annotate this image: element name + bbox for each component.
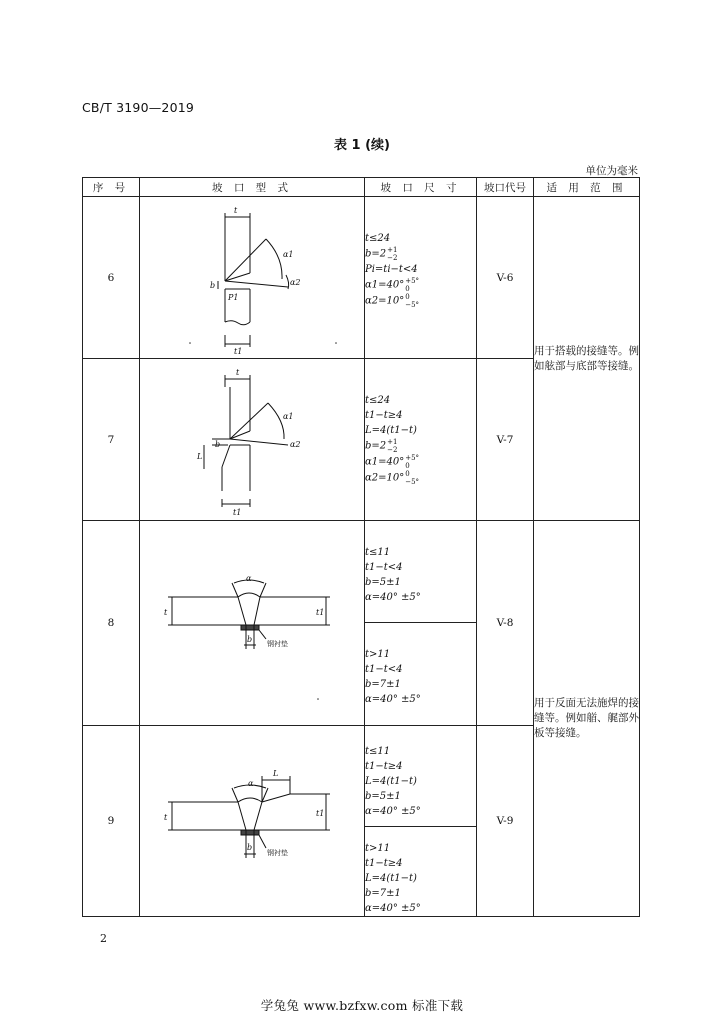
table-row xyxy=(83,521,640,623)
label-alpha: α xyxy=(248,779,254,788)
groove-code: V-7 xyxy=(477,359,534,521)
label-alpha: α xyxy=(246,574,252,583)
col-header-number: 序 号 xyxy=(83,178,140,197)
groove-size-6 xyxy=(365,197,477,359)
dim-line: t≤24 xyxy=(365,395,391,406)
groove-drawing xyxy=(140,359,365,519)
scope-cell-2: 用于反面无法施焊的接缝等。例如艏、艉部外板等接缝。 xyxy=(534,521,640,917)
label-t1: t1 xyxy=(316,809,325,818)
label-t: t xyxy=(236,368,240,377)
col-header-scope: 适 用 范 围 xyxy=(534,178,640,197)
groove-drawing xyxy=(140,521,365,721)
dim-line: α=40° ±5° xyxy=(365,592,421,603)
label-alpha1: α1 xyxy=(283,412,294,421)
groove-size-7 xyxy=(365,359,477,521)
page-number: 2 xyxy=(100,932,107,945)
label-b: b xyxy=(247,843,253,852)
dim-line: t1−t<4 xyxy=(365,664,403,675)
label-t: t xyxy=(234,206,238,215)
label-alpha2: α2 xyxy=(290,278,301,287)
dim-line: α1=40°+5° 0 xyxy=(365,454,420,470)
dim-line: t1−t≥4 xyxy=(365,858,403,869)
label-t1: t1 xyxy=(233,508,242,517)
dim-line: b=2+1 −2 xyxy=(365,246,398,262)
groove-size-8b xyxy=(365,623,477,726)
label-t1: t1 xyxy=(316,608,325,617)
groove-drawing xyxy=(140,726,365,916)
row-number: 9 xyxy=(83,726,140,917)
label-L: L xyxy=(197,452,203,461)
dim-line: α=40° ±5° xyxy=(365,694,421,705)
groove-figure-8 xyxy=(140,521,365,726)
dim-line: t≤11 xyxy=(365,547,391,558)
label-t: t xyxy=(164,608,168,617)
label-t: t xyxy=(164,813,168,822)
label-b: b xyxy=(247,635,253,644)
dim-line: α=40° ±5° xyxy=(365,806,421,817)
groove-size-9a xyxy=(365,726,477,827)
label-p1: P1 xyxy=(228,293,239,302)
dim-line: L=4(t1−t) xyxy=(365,776,417,787)
dim-line: t1−t≥4 xyxy=(365,761,403,772)
dim-line: Pi=ti−t<4 xyxy=(365,264,418,275)
groove-code: V-8 xyxy=(477,521,534,726)
dim-line: b=7±1 xyxy=(365,679,401,690)
label-b: b xyxy=(215,440,221,449)
label-t1: t1 xyxy=(234,347,243,356)
groove-size-8a xyxy=(365,521,477,623)
dim-line: t1−t≥4 xyxy=(365,410,403,421)
groove-drawing xyxy=(140,197,365,357)
footer-watermark: 学兔兔 www.bzfxw.com 标准下载 xyxy=(260,998,464,1013)
scope-cell-1: 用于搭载的接缝等。例如舷部与底部等接缝。 xyxy=(534,197,640,521)
col-header-groove-code: 坡口代号 xyxy=(477,178,534,197)
row-number: 8 xyxy=(83,521,140,726)
label-alpha2: α2 xyxy=(290,440,301,449)
groove-figure-6 xyxy=(140,197,365,359)
dim-line: t1−t<4 xyxy=(365,562,403,573)
row-number: 6 xyxy=(83,197,140,359)
dim-line: t≤11 xyxy=(365,746,391,757)
dim-line: t>11 xyxy=(365,649,391,660)
dim-line: b=5±1 xyxy=(365,791,401,802)
dim-line: b=2+1 −2 xyxy=(365,438,398,454)
label-b: b xyxy=(210,281,216,290)
table-header-row xyxy=(83,178,640,197)
unit-note: 单位为毫米 xyxy=(585,165,638,177)
dim-line: α1=40°+5° 0 xyxy=(365,277,420,293)
table-title: 表 1 (续) xyxy=(334,138,390,153)
col-header-groove-size: 坡 口 尺 寸 xyxy=(365,178,477,197)
dim-line: L=4(t1−t) xyxy=(365,425,417,436)
groove-size-9b xyxy=(365,827,477,917)
label-steel-backing: 钢衬垫 xyxy=(267,640,288,648)
groove-code: V-6 xyxy=(477,197,534,359)
dim-line: b=5±1 xyxy=(365,577,401,588)
label-alpha1: α1 xyxy=(283,250,294,259)
groove-figure-9 xyxy=(140,726,365,917)
dim-line: α=40° ±5° xyxy=(365,903,421,914)
label-steel-backing: 钢衬垫 xyxy=(267,849,288,857)
dim-line: t>11 xyxy=(365,843,391,854)
table-row xyxy=(83,197,640,359)
label-L: L xyxy=(273,769,279,778)
row-number: 7 xyxy=(83,359,140,521)
col-header-groove-form: 坡 口 型 式 xyxy=(140,178,365,197)
dim-line: α2=10°0 −5° xyxy=(365,293,420,309)
dim-line: L=4(t1−t) xyxy=(365,873,417,884)
groove-figure-7 xyxy=(140,359,365,521)
standard-code: CB/T 3190—2019 xyxy=(82,100,195,115)
dim-line: α2=10°0 −5° xyxy=(365,470,420,486)
dim-line: b=7±1 xyxy=(365,888,401,899)
groove-spec-table xyxy=(82,177,640,917)
dim-line: t≤24 xyxy=(365,233,391,244)
groove-code: V-9 xyxy=(477,726,534,917)
